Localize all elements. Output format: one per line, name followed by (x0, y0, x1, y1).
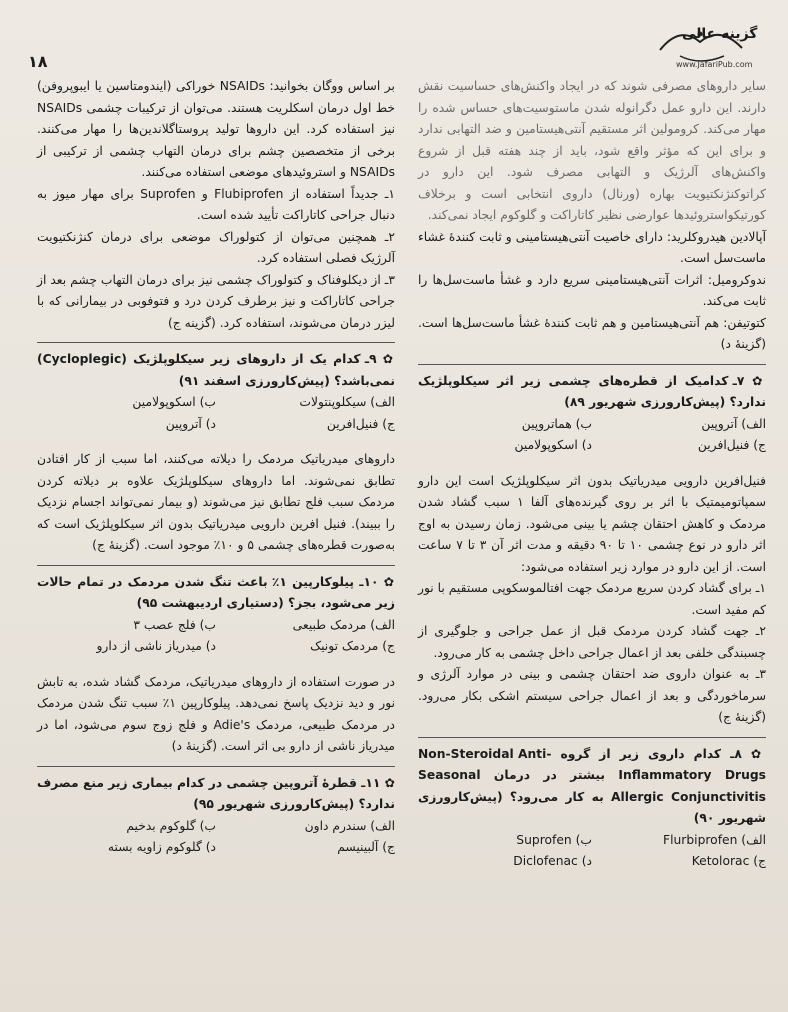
option: ج) فنیل‌افرین (326, 416, 395, 431)
option: ب) هماتروپین (521, 416, 592, 431)
question-7-options (418, 414, 766, 457)
answer-paragraph: ۳ـ به عنوان داروی ضد احتقان چشمی و بینی در موارد آلرژی و سرماخوردگی و بعد از اعمال جراحی سیستم اشکی بکار می‌رود. (گزینهٔ ج) (418, 667, 766, 724)
option: ج) Ketolorac (691, 854, 766, 868)
answer-paragraph: ۲ـ جهت گشاد کردن مردمک قبل از عمل جراحی و جلوگیری از چسبندگی خلفی بعد از اعمال جراحی داخل چشمی به کار می‌رود. (418, 624, 766, 660)
question-11-options (37, 816, 395, 859)
option: ب) Suprofen (516, 832, 592, 847)
answer-paragraph: داروهای میدریاتیک مردمک را دیلاته می‌کنند، اما سبب از کار افتادن تطابق نمی‌شوند. اما داروهای سیکلوپلژیک علاوه بر دیلاته کردن مردمک سبب فلج تطابق نیز می‌شوند (و بیمار نمی‌تواند اجسام نزدیک را ببیند). فنیل افرین دارویی میدریاتیک بدون اثر سیکلوپلژیک است که به‌صورت قطره‌های چشمی ۵ و ۱۰٪ موجود است. (گزینهٔ ج) (37, 452, 395, 552)
option: د) آتروپین (165, 416, 216, 431)
question-9: ✿ ۹ـ کدام یک از داروهای زیر سیکلوپلژیک (Cycloplegic) نمی‌باشد؟ (پیش‌کارورزی اسفند ۹۱) (37, 352, 395, 388)
option: الف) آتروپین (701, 416, 766, 431)
option: د) اسکوپولامین (514, 438, 592, 452)
option: ب) فلج عصب ۳ (133, 617, 216, 632)
option: ج) آلبینیسم (337, 840, 395, 854)
question-8: ✿ ۸ـ کدام داروی زیر از گروه Non-Steroidal Anti-Inflammatory Drugs بیشتر در درمان Seasonal Allergic Conjunctivitis به کار می‌رود؟ (پیش‌کارورزی شهریور ۹۰) (418, 746, 766, 825)
intro-paragraph: ۲ـ همچنین می‌توان از کتولوراک موضعی برای درمان کنژنکتیویت آلرژیک فصلی استفاده کرد. (37, 229, 395, 265)
intro-paragraph: آپالادین هیدروکلرید: دارای خاصیت آنتی‌هیستامینی و ثابت کنندهٔ غشاء ماست‌سل است. (418, 229, 766, 265)
option: ب) گلوکوم بدخیم (126, 818, 216, 833)
question-divider (37, 342, 395, 343)
intro-paragraph: بر اساس ووگان بخوانید: NSAIDs خوراکی (ایندومتاسین یا ایبوپروفن) خط اول درمان اسکلریت هستند. می‌توان از ترکیبات چشمی NSAIDs نیز استفاده کرد. این داروها تولید پروستاگلاندین‌ها را مهار می‌کنند. برخی از متخصصین چشم برای درمان التهاب چشمی از ترکیبی از NSAIDs و استروئیدهای موضعی استفاده می‌کنند. (37, 79, 395, 179)
answer-paragraph: ۱ـ برای گشاد کردن سریع مردمک جهت افتالموسکوپی مستقیم با نور کم مفید است. (418, 581, 766, 617)
question-divider (37, 565, 395, 566)
question-divider (418, 364, 766, 365)
question-divider (418, 737, 766, 738)
option: الف) سندرم داون (304, 818, 395, 833)
option: الف) Flurbiprofen (663, 832, 766, 847)
intro-paragraph: سایر داروهای مصرفی شوند که در ایجاد واکنش‌های حساسیت نقش دارند. این دارو عمل دگرانوله شدن ماستوسیت‌های حساس شده را مهار می‌کند. کرومولین اثر مستقیم آنتی‌هیستامین و ضد التهابی ندارد و برای این که مؤثر واقع شود، باید از چند هفته قبل از شروع واکنش‌های آلرژیک و التهابی مصرف شود. این دارو در کراتوکنژنکتیویت بهاره (ورنال) داروی انتخابی است و برخلاف کورتیکواستروئیدها عوارضی نظیر کاتاراکت و گلوکوم ایجاد نمی‌کند. (418, 79, 766, 222)
option: د) Diclofenac (513, 854, 592, 868)
answer-paragraph: فنیل‌افرین دارویی میدریاتیک بدون اثر سیکلوپلژیک است این دارو سمپاتومیمتیک با اثر بر روی گیرنده‌های آلفا ۱ سبب گشاد شدن مردمک و کاهش احتقان چشم یا بینی می‌شود. زمان رسیدن به اوج اثر دارو در نوع چشمی ۱۰ تا ۹۰ دقیقه و مدت اثر آن ۳ تا ۷ ساعت است. از این دارو در موارد زیر استفاده می‌شود: (418, 473, 766, 574)
question-10: ✿ ۱۰ـ پیلوکارپین ۱٪ باعث تنگ شدن مردمک در تمام حالات زیر می‌شود، بجز؟ (دستیاری اردیبهشت ۹۵) (37, 574, 395, 610)
question-8-options (418, 830, 766, 873)
left-column (37, 76, 395, 859)
option: الف) سیکلوپنتولات (299, 395, 395, 409)
answer-paragraph: در صورت استفاده از داروهای میدریاتیک، مردمک گشاد شده، به تابش نور و دید نزدیک پاسخ نمی‌دهد. پیلوکارپین ۱٪ سبب تنگ شدن مردمک در مردمک طبیعی، مردمک Adie's و فلج زوج سوم می‌شود، اما در میدریاز ناشی از دارو بی اثر است. (گزینهٔ د) (37, 674, 395, 753)
page-number: ۱۸ (28, 52, 48, 71)
intro-paragraph: کتوتیفن: هم آنتی‌هیستامین و هم ثابت کنندهٔ غشأ ماست‌سل‌ها است. (گزینهٔ د) (418, 315, 766, 351)
option: الف) مردمک طبیعی (292, 617, 395, 632)
publisher-logo-text: گزینه عالی (682, 26, 758, 42)
option: ج) فنیل‌افرین (697, 438, 766, 452)
question-divider (37, 766, 395, 767)
question-11: ✿ ۱۱ـ قطرهٔ آتروپین چشمی در کدام بیماری زیر منع مصرف ندارد؟ (پیش‌کارورزی شهریور ۹۵) (37, 775, 395, 811)
question-7: ✿ ۷ـ کدامیک از قطره‌های چشمی زیر اثر سیکلوپلژیک ندارد؟ (پیش‌کارورزی شهریور ۸۹) (418, 373, 766, 409)
intro-paragraph: ۱ـ جدیداً استفاده از Flubiprofen و Suprofen برای مهار میوز به دنبال جراحی کاتاراکت تأیید شده است. (37, 186, 395, 222)
option: ب) اسکوپولامین (132, 395, 216, 409)
publisher-url: www.JafariPub.com (676, 60, 753, 69)
question-9-options (37, 392, 395, 435)
right-column (418, 76, 766, 873)
intro-paragraph: ندوکرومیل: اثرات آنتی‌هیستامینی سریع دارد و غشأ ماست‌سل‌ها را ثابت می‌کند. (418, 272, 766, 308)
question-10-options (37, 615, 395, 658)
intro-paragraph: ۳ـ از دیکلوفناک و کتولوراک چشمی نیز برای درمان التهاب چشم بعد از جراحی کاتاراکت و نیز برطرف کردن درد و فتوفوبی در بیمارانی که با لیزر درمان می‌شوند، استفاده کرد. (گزینه ج) (37, 272, 395, 330)
option: د) میدریاز ناشی از دارو (96, 639, 216, 653)
option: د) گلوکوم زاویه بسته (107, 840, 216, 854)
option: ج) مردمک تونیک (310, 639, 395, 653)
